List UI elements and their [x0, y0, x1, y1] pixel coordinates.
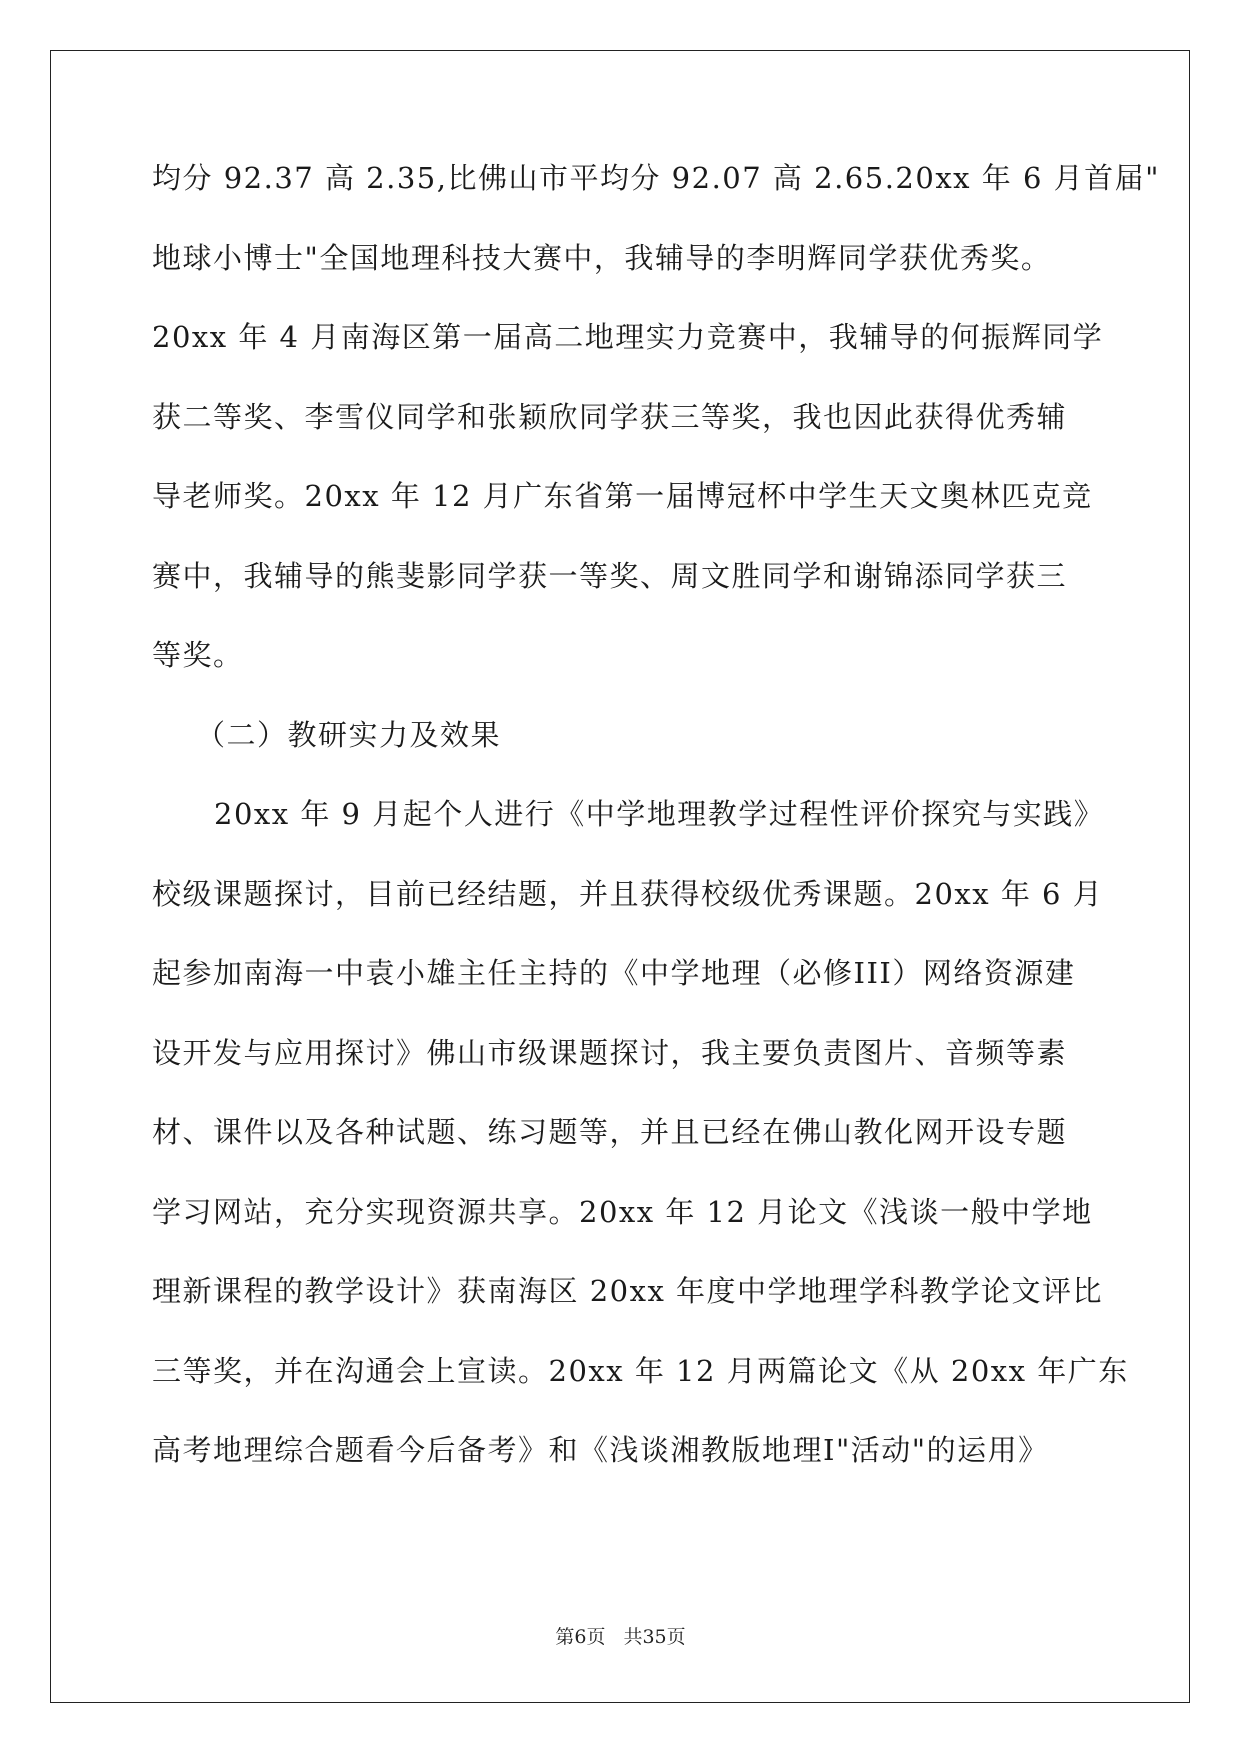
- text-line: 赛中，我辅导的熊斐影同学获一等奖、周文胜同学和谢锦添同学获三: [152, 558, 1068, 593]
- text-line: 材、课件以及各种试题、练习题等，并且已经在佛山教化网开设专题: [152, 1115, 1068, 1149]
- page-number: 第6页: [555, 1626, 606, 1648]
- text-line: 三等奖，并在沟通会上宣读。20xx 年 12 月两篇论文《从 20xx 年广东: [152, 1353, 1129, 1388]
- text-line: 设开发与应用探讨》佛山市级课题探讨，我主要负责图片、音频等素: [152, 1035, 1068, 1070]
- text-line: 高考地理综合题看今后备考》和《浅谈湘教版地理Ⅰ"活动"的运用》: [152, 1433, 1049, 1467]
- text-line: 学习网站，充分实现资源共享。20xx 年 12 月论文《浅谈一般中学地: [152, 1194, 1093, 1229]
- section-heading: （二）教研实力及效果: [196, 717, 502, 752]
- text-line: 导老师奖。20xx 年 12 月广东省第一届博冠杯中学生天文奥林匹克竞: [152, 479, 1093, 513]
- text-line: 理新课程的教学设计》获南海区 20xx 年度中学地理学科教学论文评比: [152, 1274, 1104, 1308]
- document-body: [152, 160, 1160, 1512]
- text-line: 20xx 年 9 月起个人进行《中学地理教学过程性评价探究与实践》: [214, 797, 1105, 831]
- text-line: 等奖。: [152, 638, 244, 672]
- text-line: 地球小博士"全国地理科技大赛中，我辅导的李明辉同学获优秀奖。: [152, 240, 1052, 275]
- page-total: 共35页: [623, 1626, 686, 1648]
- text-line: 校级课题探讨，目前已经结题，并且获得校级优秀课题。20xx 年 6 月: [152, 876, 1104, 911]
- text-line: 获二等奖、李雪仪同学和张颖欣同学获三等奖，我也因此获得优秀辅: [152, 399, 1068, 434]
- page-footer: [0, 1625, 1241, 1649]
- text-line: 20xx 年 4 月南海区第一届高二地理实力竞赛中，我辅导的何振辉同学: [152, 320, 1104, 354]
- text-line: 均分 92.37 高 2.35,比佛山市平均分 92.07 高 2.65.20xx 年 6 月首届": [152, 161, 1160, 195]
- text-line: 起参加南海一中袁小雄主任主持的《中学地理（必修III）网络资源建: [152, 956, 1076, 990]
